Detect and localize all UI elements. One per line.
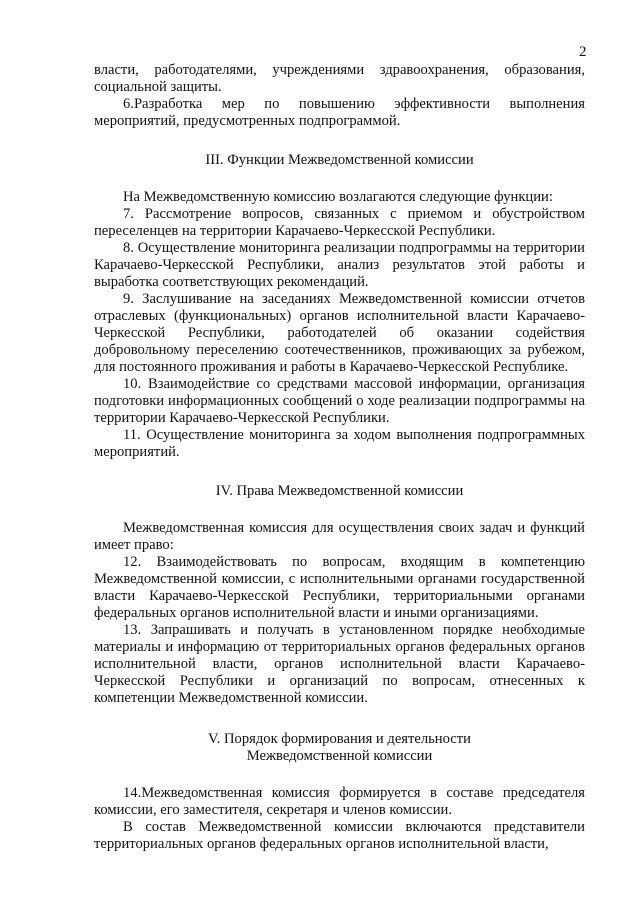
section-3-intro: На Межведомственную комиссию возлагаются следующие функции: [123,189,553,205]
paragraph-11: 11. Осуществление мониторинга за ходом выполнения подпрограммных мероприятий. [94,427,585,460]
section-4-heading: IV. Права Межведомственной комиссии [215,483,464,499]
page-number: 2 [579,44,587,60]
paragraph-9: 9. Заслушивание на заседаниях Межведомственной комиссии отчетов отраслевых (функциональных) органов исполнительной власти Карачаево-Черкесской Республики, работодателей об оказании содействия добровольному переселению соотечественников, проживающих за рубежом, для постоянного проживания и работы в Карачаево-Черкесской Республике. [94,291,585,375]
paragraph-composition: В состав Межведомственной комиссии включаются представители территориальных органов федеральных органов исполнительной власти, [94,819,585,852]
paragraph-6: 6.Разработка мер по повышению эффективности выполнения мероприятий, предусмотренных подпрограммой. [94,96,585,129]
section-3-heading: III. Функции Межведомственной комиссии [205,152,474,168]
section-4-intro: Межведомственная комиссия для осуществления своих задач и функций имеет право: [94,520,585,553]
paragraph-13: 13. Запрашивать и получать в установленном порядке необходимые материалы и информацию от территориальных органов федеральных органов исполнительной власти, органов исполнительной власти Карачаево-Черкесской Республики и организаций по вопросам, отнесенных к компетенции Межведомственной комиссии. [94,622,585,706]
paragraph-10: 10. Взаимодействие со средствами массовой информации, организация подготовки информационных сообщений о ходе реализации подпрограммы на территории Карачаево-Черкесской Республики. [94,376,585,426]
document-body [94,62,585,853]
paragraph-7: 7. Рассмотрение вопросов, связанных с приемом и обустройством переселенцев на территории Карачаево-Черкесской Республики. [94,206,585,239]
section-5-heading [94,731,585,765]
paragraph-14: 14.Межведомственная комиссия формируется в составе председателя комиссии, его заместителя, секретаря и членов комиссии. [94,785,585,818]
section-5-heading-line-1: V. Порядок формирования и деятельности [208,731,471,747]
paragraph-8: 8. Осуществление мониторинга реализации подпрограммы на территории Карачаево-Черкесской Республики, анализ результатов этой работы и выработка соответствующих рекомендаций. [94,240,585,290]
section-5-heading-line-2: Межведомственной комиссии [246,748,433,764]
paragraph-continuation: власти, работодателями, учреждениями здравоохранения, образования, социальной защиты. [94,62,585,95]
paragraph-12: 12. Взаимодействовать по вопросам, входящим в компетенцию Межведомственной комиссии, с исполнительными органами государственной власти Карачаево-Черкесской Республики, территориальными органами федеральных органов исполнительной власти и иными организациями. [94,554,585,621]
